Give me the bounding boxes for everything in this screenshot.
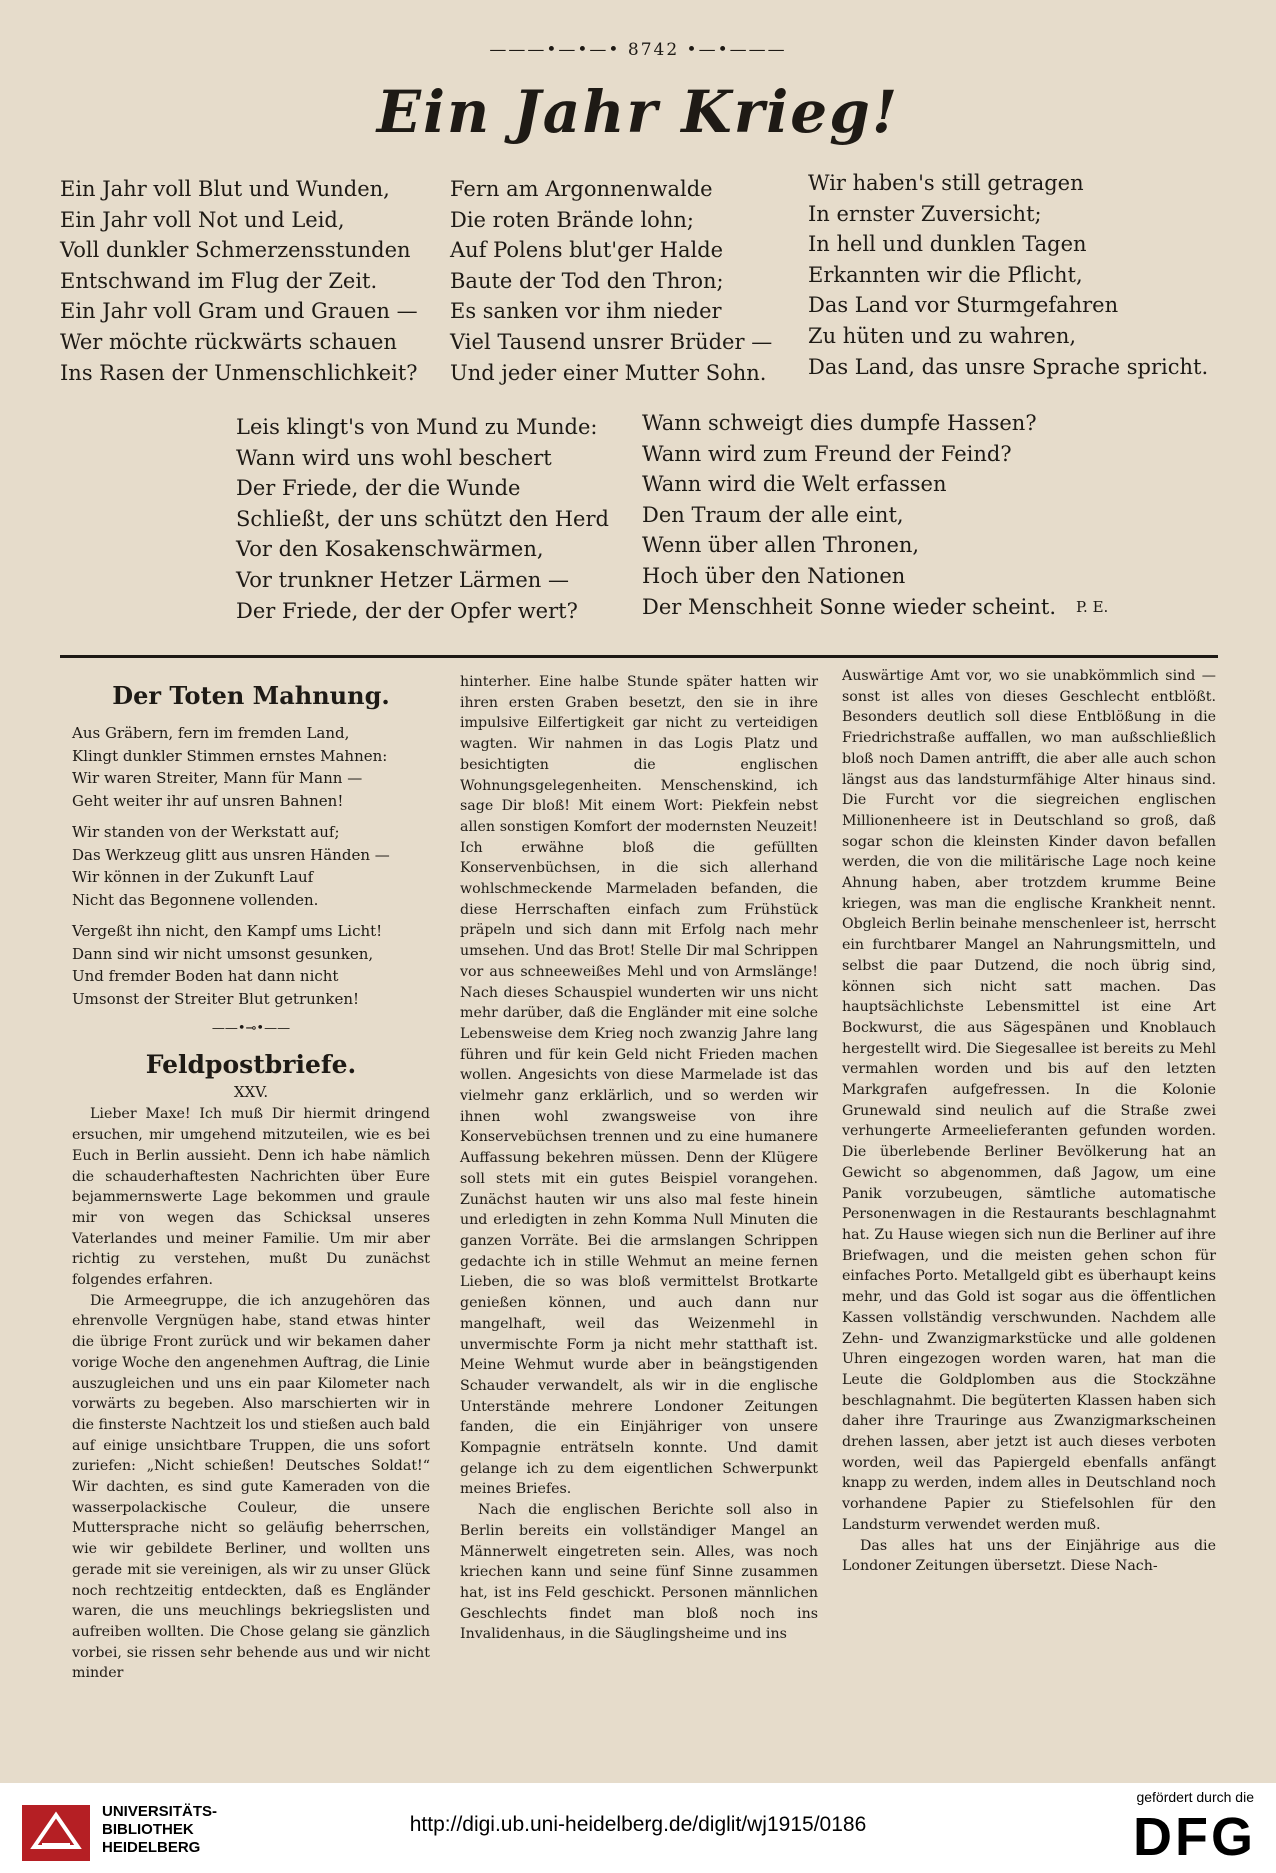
poem-stanza-4 xyxy=(236,412,609,626)
column-3 xyxy=(842,666,1216,1577)
poem-line: Die roten Brände lohn; xyxy=(450,207,694,232)
poem-line: Schließt, der uns schützt den Herd xyxy=(236,506,609,531)
verse-line: Geht weiter ihr auf unsren Bahnen! xyxy=(72,791,344,810)
poem-line: Wann wird uns wohl beschert xyxy=(236,445,552,470)
feldpost-column-3 xyxy=(842,666,1216,1577)
poem-signature: P. E. xyxy=(1076,598,1109,616)
verse-line: Nicht das Begonnene vollenden. xyxy=(72,890,319,909)
poem-line: Ins Rasen der Unmenschlichkeit? xyxy=(60,360,418,385)
toten-poem xyxy=(72,722,430,1010)
poem-stanza-3 xyxy=(808,168,1208,382)
column-1 xyxy=(72,676,430,1684)
source-url-link[interactable]: http://digi.ub.uni-heidelberg.de/diglit/wj1915/0186 xyxy=(409,1813,867,1836)
poem-line: In ernster Zuversicht; xyxy=(808,201,1042,226)
ornament-divider: ——•⊸•—— xyxy=(211,1021,291,1036)
verse-line: Wir waren Streiter, Mann für Mann — xyxy=(72,769,363,787)
feldpost-column-1 xyxy=(72,1104,430,1684)
poem-line: In hell und dunklen Tagen xyxy=(808,232,1087,257)
poem-stanza-5 xyxy=(642,408,1056,622)
poem-line: Baute der Tod den Thron; xyxy=(450,268,724,293)
paragraph: Auswärtige Amt vor, wo sie unabkömmlich sind — sonst ist alles von dieses Geschlecht entblößt. Besonders deutlich soll diese Entblößung in die Friedrichstraße auffallen, wo man außschließlich bloß noch Damen antrifft, die aber alle auch schon längst aus das landsturmfähige Alter hinaus sind. Die Furcht vor die siegreichen englischen Millionenheere ist in Deutschland so groß, daß sogar schon die kleinsten Kinder davon befallen werden, die von die militärische Lage noch keine Ahnung haben, aber trotzdem krumme Beine kriegen, was man die englische Krankheit nennt. Obgleich Berlin beinahe menschenleer ist, herrscht ein furchtbarer Mangel an Nahrungsmitteln, und selbst die paar Dutzend, die noch übrig sind, können sich nicht satt machen. Das hauptsächlichste Lebensmittel ist eine Art Bockwurst, die aus Sägespänen und Knoblauch hergestellt wird. Die Siegesallee ist bereits zu Mehl vermahlen worden und bis auf den letzten Markgrafen aufgefressen. In die Kolonie Grunewald sind neulich auf die Straße zwei verhungerte Armeelieferanten gefunden worden. Die überlebende Berliner Bevölkerung hat an Gewicht so abgenommen, daß Jagow, um eine Panik vorzubeugen, sämtliche automatische Personenwagen in die Restaurants beschlagnahmt hat. Zu Hause wiegen sich nun die Berliner auf ihre Briefwagen, und die meisten gehen schon für einfaches Porto. Metallgeld gibt es überhaupt keins mehr, und das Gold ist sogar aus die öffentlichen Kassen vollständig verschwunden. Nachdem alle Zehn- und Zwanzigmarkstücke und alle goldenen Uhren eingezogen worden waren, hat man die Leute die Goldplomben aus die Stockzähne beschlagnahmt. Die begüterten Klassen haben sich daher ihre Trauringe aus Zwanzigmarkscheinen drehen lassen, aber jetzt ist auch dieses verboten worden, weil das Papiergeld ebenfalls anfängt knapp zu werden, indem alles in Deutschland noch vorhandene Papier zu Stiefelsohlen für den Landsturm verwendet werden muß. xyxy=(842,668,1216,1533)
poem-line: Vor trunkner Hetzer Lärmen — xyxy=(236,567,569,592)
verse-line: Und fremder Boden hat dann nicht xyxy=(72,967,339,985)
page-number: ———•—•—• 8742 •—•——— xyxy=(489,40,787,60)
poem-line: Der Menschheit Sonne wieder scheint. xyxy=(642,594,1057,619)
toten-stanza xyxy=(72,821,430,911)
poem-line: Vor den Kosakenschwärmen, xyxy=(236,537,544,562)
paragraph: Lieber Maxe! Ich muß Dir hiermit dringend ersuchen, mir umgehend mitzuteilen, wie es bei Euch in Berlin aussieht. Denn ich habe nämlich die schauderhaftesten Nachrichten über Eure bejammernswerte Lage bekommen und graule mir von wegen das Schicksal unseres Vaterlandes und meiner Familie. Um mir aber richtig zu verstehen, mußt Du zunächst folgendes erfahren. xyxy=(72,1106,430,1289)
toten-stanza xyxy=(72,722,430,812)
poem-line: Das Land, das unsre Sprache spricht. xyxy=(808,354,1209,379)
poem-line: Erkannten wir die Pflicht, xyxy=(808,262,1083,287)
paragraph: Die Armeegruppe, die ich anzugehören das ehrenvolle Vergnügen habe, stand etwas hinter die übrige Front zurück und wir bekamen daher vorige Woche den angenehmen Auftrag, die Linie auszugleichen und uns ein paar Kilometer nach vorwärts zu begeben. Also marschierten wir in die finsterste Nachtzeit los und stießen auch bald auf einige unsichtbare Truppen, die uns sofort zuriefen: „Nicht schießen! Deutsches Soldat!“ Wir dachten, es sind gute Kameraden von die wasserpolackische Couleur, die unsere Muttersprache nicht so geläufig beherrschen, wie wir gebildete Berliner, und wollten uns gerade mit sie vereinigen, als wir zu unser Glück noch rechtzeitig entdeckten, daß es Engländer waren, die uns meuchlings bekriegslisten und aufreiben wollten. Die Chose gelang sie gänzlich vorbei, sie rissen sehr behende aus und wir nicht minder xyxy=(72,1292,430,1682)
feldpost-title: Feldpostbriefe. xyxy=(145,1049,357,1079)
poem-stanza-2 xyxy=(450,174,772,388)
feldpost-column-2 xyxy=(460,672,818,1645)
library-name: UNIVERSITÄTS- BIBLIOTHEK HEIDELBERG xyxy=(102,1803,218,1856)
poem-line: Und jeder einer Mutter Sohn. xyxy=(450,360,767,385)
letter-number: XXV. xyxy=(233,1082,269,1101)
poem-line: Viel Tausend unsrer Brüder — xyxy=(450,329,773,354)
verse-line: Aus Gräbern, fern im fremden Land, xyxy=(72,724,350,742)
poem-line: Wir haben's still getragen xyxy=(808,171,1084,195)
funding-label: gefördert durch die xyxy=(1136,1789,1254,1805)
poem-line: Wenn über allen Thronen, xyxy=(642,533,920,558)
poem-stanza-1 xyxy=(60,174,418,388)
column-2 xyxy=(460,672,818,1645)
section-divider xyxy=(60,655,1218,658)
main-title: Ein Jahr Krieg! xyxy=(376,78,900,146)
verse-line: Wir können in der Zukunft Lauf xyxy=(72,868,314,886)
poem-line: Der Friede, der die Wunde xyxy=(236,476,521,501)
poem-line: Voll dunkler Schmerzensstunden xyxy=(60,238,411,263)
poem-line: Entschwand im Flug der Zeit. xyxy=(60,268,378,293)
poem-line: Wann wird zum Freund der Feind? xyxy=(642,441,1012,466)
verse-line: Vergeßt ihn nicht, den Kampf ums Licht! xyxy=(72,922,383,940)
poem-line: Den Traum der alle eint, xyxy=(642,502,904,527)
verse-line: Wir standen von der Werkstatt auf; xyxy=(72,823,340,841)
toten-stanza xyxy=(72,920,430,1010)
paragraph: hinterher. Eine halbe Stunde später hatten wir ihren ersten Graben besetzt, den sie in ihre impulsive Eilfertigkeit gar nicht zu verteidigen wagten. Wir nahmen in das Logis Platz und besichtigten die englischen Wohnungsgelegenheiten. Menschenskind, ich sage Dir bloß! Mit einem Wort: Piekfein nebst allen sonstigen Komfort der modernsten Neuzeit! Ich erwähne bloß die gefüllten Konservenbüchsen, in die sich allerhand wohlschmeckende Marmeladen befanden, die diese Herrschaften einfach zum Frühstück präpeln und sich dann mit Erfolg nach mehr umsehen. Und das Brot! Stelle Dir mal Schrippen vor aus schneeweißes Mehl und von Armslänge! Nach dieses Schauspiel wunderten wir uns nicht mehr darüber, daß die Engländer mit eine solche Lebensweise dem Krieg noch zwanzig Jahre lang führen und für kein Geld nicht Frieden machen wollen. Angesichts von diese Marmelade ist das vielmehr ganz erklärlich, und so werden wir ihnen wohl zwangsweise von ihre Konservebüchsen trennen und zu eine humanere Auffassung bekehren müssen. Denn der Klügere soll stets mit ein gutes Beispiel vorangehen. Zunächst hauten wir uns also mal feste hinein und erledigten in zehn Komma Null Minuten die ganzen Vorräte. Bei die armslangen Schrippen gedachte ich in stille Wehmut an meine fernen Lieben, die so was bloß vermittelst Brotkarte genießen können, und auch dann nur mangelhaft, weil das Weizenmehl in unvermischte Form ja nicht mehr statthaft ist. Meine Wehmut wurde aber in beängstigenden Schauder verwandelt, als wir in die englische Unterstände mehrere Londoner Zeitungen fanden, die ein Einjähriger von unsere Kompagnie enträtseln konnte. Und damit gelange ich zu dem eigentlichen Schwerpunkt meines Briefes. xyxy=(460,674,818,1498)
poem-line: Leis klingt's von Mund zu Munde: xyxy=(236,415,598,439)
poem-line: Es sanken vor ihm nieder xyxy=(450,299,722,324)
poem-line: Wer möchte rückwärts schauen xyxy=(60,329,397,354)
verse-line: Dann sind wir nicht umsonst gesunken, xyxy=(72,944,374,963)
poem-line: Fern am Argonnenwalde xyxy=(450,177,713,201)
poem-line: Auf Polens blut'ger Halde xyxy=(450,238,724,263)
page-number-value: 8742 xyxy=(627,40,680,60)
dfg-logo: DFG xyxy=(1133,1807,1256,1867)
poem-line: Das Land vor Sturmgefahren xyxy=(808,293,1119,318)
poem-line: Wann schweigt dies dumpfe Hassen? xyxy=(642,411,1037,435)
verse-line: Klingt dunkler Stimmen ernstes Mahnen: xyxy=(72,746,388,765)
poem-line: Ein Jahr voll Blut und Wunden, xyxy=(60,177,390,201)
paragraph: Das alles hat uns der Einjährige aus die Londoner Zeitungen übersetzt. Diese Nach- xyxy=(842,1537,1216,1575)
poem-line: Hoch über den Nationen xyxy=(642,563,906,588)
poem-line: Ein Jahr voll Gram und Grauen — xyxy=(60,299,418,324)
paragraph: Nach die englischen Berichte soll also in Berlin bereits ein vollständiger Mangel an Männerwelt eingetreten sein. Alles, was noch kriechen kann und seine fünf Sinne zusammen hat, ist ins Feld geschickt. Personen männlichen Geschlechts findet man bloß noch ins Invalidenhaus, in die Säuglingsheime und ins xyxy=(460,1502,818,1643)
poem-line: Wann wird die Welt erfassen xyxy=(642,472,947,497)
poem-line: Ein Jahr voll Not und Leid, xyxy=(60,207,345,232)
verse-line: Umsonst der Streiter Blut getrunken! xyxy=(72,989,360,1008)
verse-line: Das Werkzeug glitt aus unsren Händen — xyxy=(72,845,390,864)
toten-title: Der Toten Mahnung. xyxy=(112,681,390,710)
poem-line: Der Friede, der der Opfer wert? xyxy=(236,598,578,623)
poem-line: Zu hüten und zu wahren, xyxy=(808,323,1077,348)
footer-bar xyxy=(0,1783,1276,1873)
